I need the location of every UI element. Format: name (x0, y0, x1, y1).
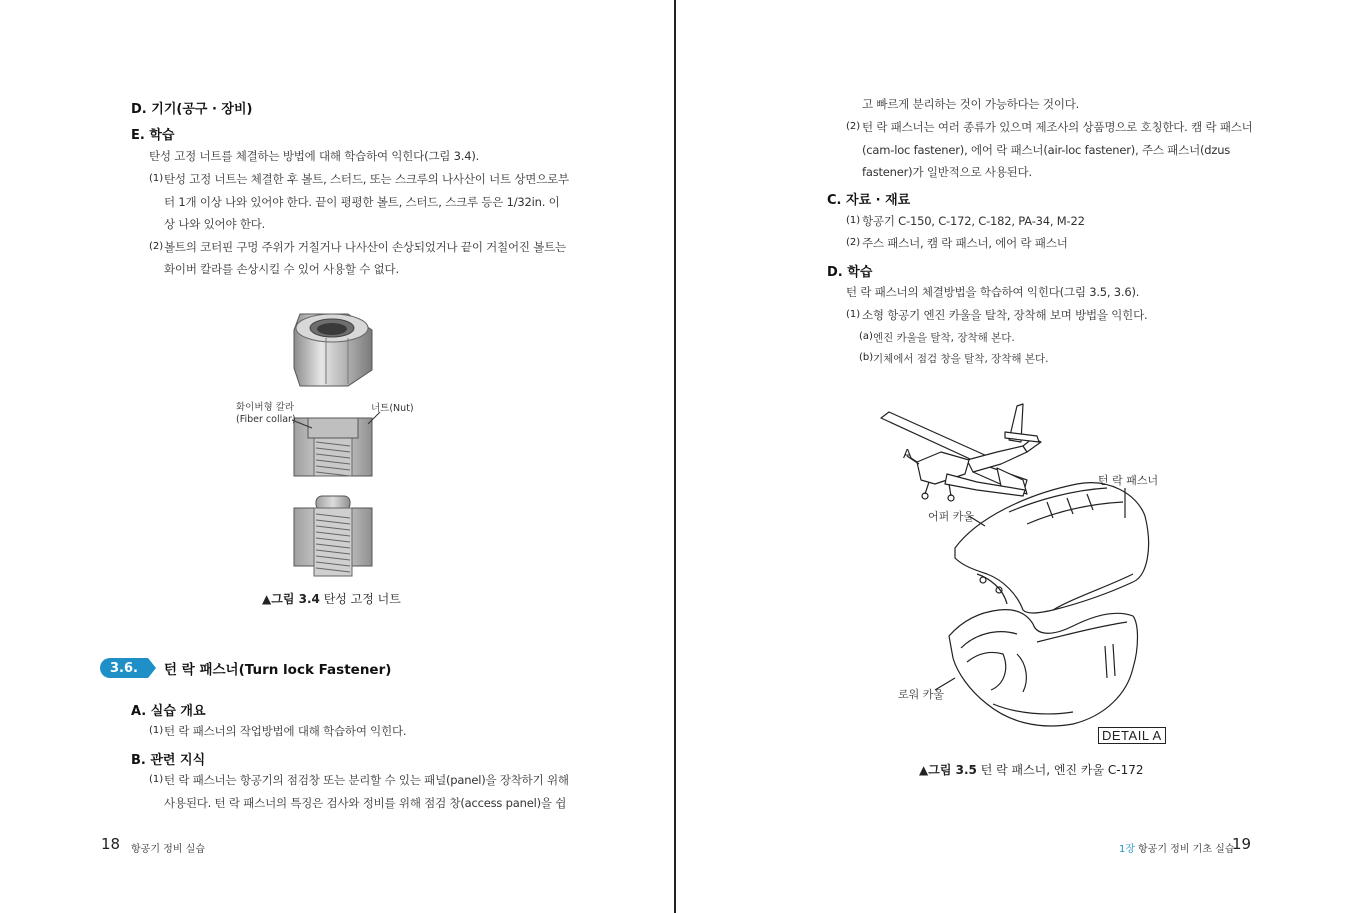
page-number-left: 18 (101, 835, 121, 853)
b-item2-line3: fastener)가 일반적으로 사용된다. (862, 165, 1032, 179)
section-title: 턴 락 패스너(Turn lock Fastener) (163, 662, 392, 678)
item-number: (2) (846, 237, 861, 248)
heading-c-materials: C. 자료 · 재료 (827, 193, 911, 208)
item-number: (2) (149, 241, 164, 252)
heading-e-learning: E. 학습 (131, 128, 175, 143)
item-number: (b) (859, 352, 874, 363)
right-page (677, 0, 1349, 913)
b-item2-line2: (cam-loc fastener), 에어 락 패스너(air-loc fastener), 주스 패스너(dzus (862, 143, 1231, 157)
fiber-collar-label: 화이버형 칼라 (236, 402, 295, 413)
elastic-stop-nut-figure (230, 308, 430, 580)
figure-3-5-caption (919, 761, 1144, 778)
item-number: (2) (846, 121, 861, 132)
d-item1: 소형 항공기 엔진 카울을 탈착, 장착해 보며 방법을 익힌다. (862, 308, 1148, 322)
page-number-right: 19 (1232, 835, 1252, 853)
item2-line1: 볼트의 코터핀 구멍 주위가 거칠거나 나사산이 손상되었거나 끝이 거칠어진 볼트는 (164, 240, 567, 254)
item-number: (1) (149, 774, 164, 785)
chapter-label-footer: 1장 (1119, 844, 1136, 855)
detail-a-box: DETAIL A (1098, 727, 1166, 744)
heading-a-overview: A. 실습 개요 (131, 704, 206, 719)
d-intro: 턴 락 패스너의 체결방법을 학습하여 익힌다(그림 3.5, 3.6). (846, 285, 1140, 299)
b-item1-line2: 사용된다. 턴 락 패스너의 특징은 검사와 정비를 위해 점검 창(access panel)을 쉽 (164, 796, 567, 810)
turn-lock-fastener-label: 턴 락 패스너 (1098, 474, 1159, 487)
heading-d-equipment: D. 기기(공구 · 장비) (131, 102, 253, 117)
intro-text: 탄성 고정 너트를 체결하는 방법에 대해 학습하여 익힌다(그림 3.4). (149, 149, 480, 163)
nut-label: 너트(Nut) (371, 403, 414, 414)
fiber-collar-label-en: (Fiber collar) (236, 414, 296, 425)
caption-number: ▲그림 3.4 (262, 592, 320, 606)
item2-line2: 화이버 칼라를 손상시킬 수 있어 사용할 수 없다. (164, 262, 399, 276)
caption-text: 턴 락 패스너, 엔진 카울 C-172 (980, 763, 1144, 777)
book-title-footer: 항공기 정비 실습 (131, 844, 205, 855)
c-item1: 항공기 C-150, C-172, C-182, PA-34, M-22 (862, 214, 1085, 228)
book-spine (674, 0, 676, 913)
c-item2: 주스 패스너, 캠 락 패스너, 에어 락 패스너 (862, 236, 1068, 250)
d-item1b: 기체에서 점검 창을 탈착, 장착해 본다. (873, 353, 1049, 365)
item1-line2: 터 1개 이상 나와 있어야 한다. 끝이 평평한 볼트, 스터드, 스크루 등은 1/32in. 이 (164, 195, 560, 209)
a-item1: 턴 락 패스너의 작업방법에 대해 학습하여 익힌다. (164, 724, 407, 738)
section-3-6-heading (100, 657, 391, 679)
upper-cowl-label: 어퍼 카울 (928, 510, 975, 523)
heading-b-knowledge: B. 관련 지식 (131, 753, 206, 768)
b-item1-line1: 턴 락 패스너는 항공기의 점검창 또는 분리할 수 있는 패널(panel)을 장착하기 위해 (164, 773, 569, 787)
item-number: (a) (859, 331, 873, 342)
continued-line: 고 빠르게 분리하는 것이 가능하다는 것이다. (862, 97, 1080, 111)
item-number: (1) (846, 309, 861, 320)
item1-line3: 상 나와 있어야 한다. (164, 217, 266, 231)
caption-text: 탄성 고정 너트 (323, 592, 401, 606)
lower-cowl-label: 로워 카울 (898, 688, 945, 701)
chapter-title-footer: 항공기 정비 기초 실습 (1138, 844, 1235, 855)
caption-number: ▲그림 3.5 (919, 763, 977, 777)
d-item1a: 엔진 카울을 탈착, 장착해 본다. (873, 332, 1015, 344)
left-page (0, 0, 674, 913)
item-number: (1) (149, 173, 164, 184)
figure-3-4-caption (262, 590, 401, 607)
b-item2-line1: 턴 락 패스너는 여러 종류가 있으며 제조사의 상품명으로 호칭한다. 캠 락 패스너 (862, 120, 1253, 134)
item1-line1: 탄성 고정 너트는 체결한 후 볼트, 스터드, 또는 스크루의 나사산이 너트 상면으로부 (164, 172, 569, 186)
item-number: (1) (846, 215, 861, 226)
section-number-badge: 3.6. (100, 658, 148, 678)
heading-d-learning: D. 학습 (827, 265, 873, 280)
item-number: (1) (149, 725, 164, 736)
section-badge-arrow (148, 658, 156, 678)
label-a: A (903, 446, 912, 461)
